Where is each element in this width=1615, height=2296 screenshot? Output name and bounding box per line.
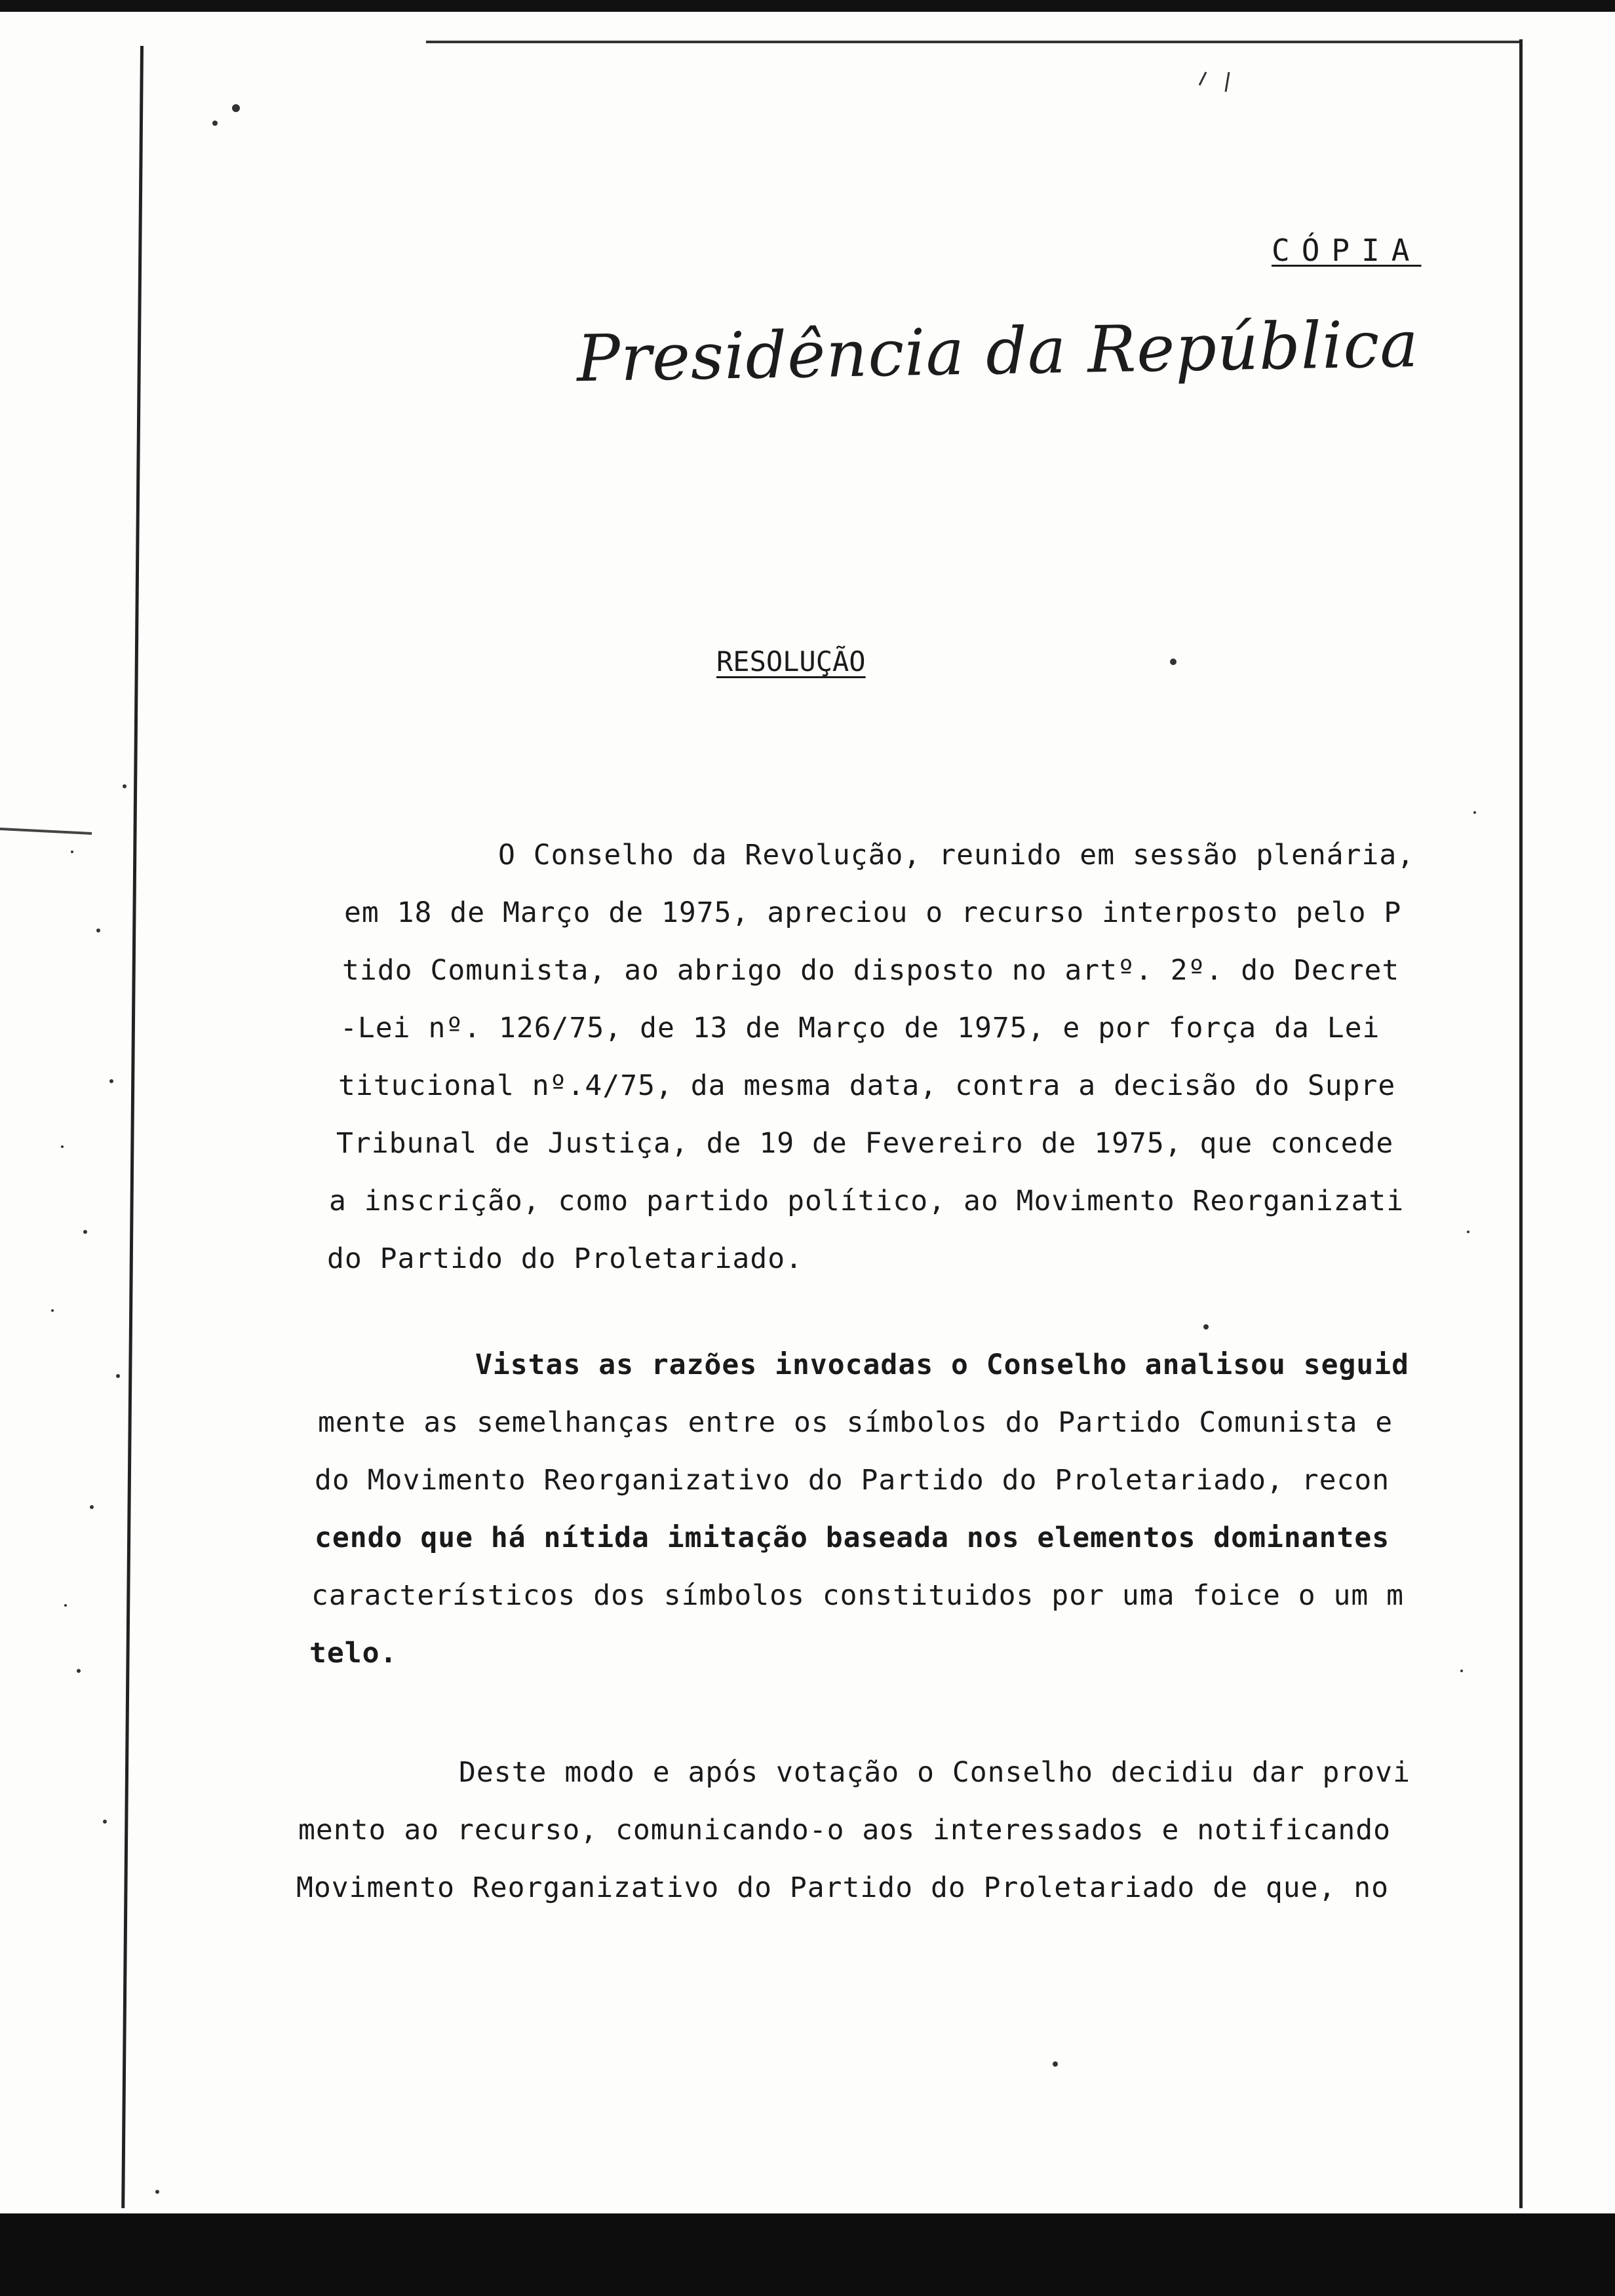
paragraph-line: -Lei nº. 126/75, de 13 de Março de 1975, e por força da Lei — [340, 1012, 1380, 1044]
scan-bottom-edge — [0, 2213, 1615, 2296]
paragraph-line: a inscrição, como partido político, ao Movimento Reorganizati — [329, 1185, 1405, 1217]
paragraph-line: do Movimento Reorganizativo do Partido do Proletariado, recon — [315, 1464, 1390, 1497]
letterhead: Presidência da República — [576, 307, 1420, 397]
paragraph-line: Tribunal de Justiça, de 19 de Fevereiro de 1975, que concede — [336, 1127, 1394, 1160]
paragraph-line: tido Comunista, ao abrigo do disposto no artº. 2º. do Decret — [342, 954, 1400, 987]
paragraph-line: telo. — [309, 1637, 398, 1670]
page-top-border — [426, 41, 1521, 43]
paragraph-line: cendo que há nítida imitação baseada nos elementos dominantes — [315, 1521, 1390, 1554]
paragraph-line: mente as semelhanças entre os símbolos do Partido Comunista e — [318, 1406, 1393, 1439]
paragraph-line: Movimento Reorganizativo do Partido do Proletariado de que, no — [296, 1871, 1390, 1904]
paragraph-line: O Conselho da Revolução, reunido em sessão plenária, — [498, 839, 1415, 871]
document-title: RESOLUÇÃO — [716, 645, 866, 678]
page-right-border — [1519, 39, 1523, 2208]
paragraph-line: Deste modo e após votação o Conselho decidiu dar provi — [459, 1756, 1411, 1789]
paragraph-line: em 18 de Março de 1975, apreciou o recurso interposto pelo P — [344, 896, 1402, 929]
paragraph-line: característicos dos símbolos constituidos por uma foice o um m — [311, 1579, 1405, 1612]
scan-top-edge — [0, 0, 1615, 12]
paragraph-line: mento ao recurso, comunicando-o aos interessados e notificando — [298, 1814, 1391, 1846]
paragraph-line: do Partido do Proletariado. — [327, 1242, 803, 1275]
copy-stamp: CÓPIA — [1272, 233, 1422, 268]
paragraph-line: Vistas as razões invocadas o Conselho analisou seguid — [475, 1349, 1410, 1381]
paragraph-line: titucional nº.4/75, da mesma data, contra a decisão do Supre — [338, 1069, 1396, 1102]
page-left-border — [121, 46, 144, 2208]
